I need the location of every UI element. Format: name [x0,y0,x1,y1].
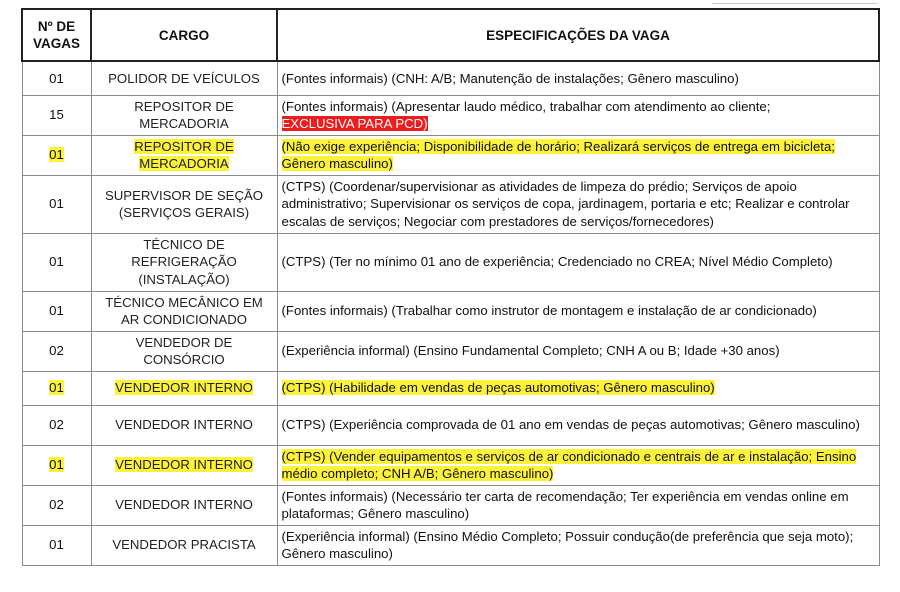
cargo-value: TÉCNICO MECÂNICO EM AR CONDICIONADO [105,294,263,327]
spec-value: (Experiência informal) (Ensino Fundamental Completo; CNH A ou B; Idade +30 anos) [281,343,780,359]
spec-value: (Experiência informal) (Ensino Médio Completo; Possuir condução(de preferência que seja moto); Gênero masculino) [281,528,854,561]
table-row [22,135,879,175]
table-body [22,61,879,565]
table-row [22,331,879,371]
job-vacancies-table [21,8,880,566]
cargo-value: VENDEDOR INTERNO [115,497,253,513]
vagas-value: 01 [49,70,64,86]
spec-value: (Fontes informais) (CNH: A/B; Manutenção de instalações; Gênero masculino) [281,70,739,86]
cargo-value: VENDEDOR PRACISTA [112,537,256,553]
spec-value: (CTPS) (Ter no mínimo 01 ano de experiência; Credenciado no CREA; Nível Médio Completo) [281,254,833,270]
cargo-value: VENDEDOR INTERNO [115,457,253,473]
vagas-value: 02 [49,417,64,433]
vagas-cell [22,485,91,525]
spec-value: (CTPS) (Experiência comprovada de 01 ano em vendas de peças automotivas; Gênero masculino) [281,417,860,433]
spec-cell [277,525,879,565]
cargo-value: POLIDOR DE VEÍCULOS [108,70,260,86]
table-row [22,445,879,485]
cargo-value: VENDEDOR INTERNO [115,380,253,396]
cargo-cell [91,291,277,331]
vagas-cell [22,233,91,291]
cargo-value: REPOSITOR DE MERCADORIA [134,98,234,131]
header-vagas: Nº DE VAGAS [22,9,91,61]
vagas-cell [22,371,91,405]
spec-cell [277,61,879,95]
vagas-cell [22,95,91,135]
spec-cell [277,175,879,233]
spec-cell [277,445,879,485]
spec-value: (Fontes informais) (Apresentar laudo médico, trabalhar com atendimento ao cliente; [281,98,771,114]
vagas-value: 02 [49,343,64,359]
vagas-value: 01 [49,147,64,163]
spec-value: (Fontes informais) (Trabalhar como instrutor de montagem e instalação de ar condicionado) [281,303,817,319]
table-row [22,175,879,233]
spec-cell [277,371,879,405]
vagas-value: 01 [49,380,64,396]
cargo-cell [91,61,277,95]
cargo-value: SUPERVISOR DE SEÇÃO (SERVIÇOS GERAIS) [104,187,264,220]
cargo-cell [91,175,277,233]
vagas-value: 01 [49,537,64,553]
spec-cell [277,95,879,135]
vagas-value: 01 [49,303,64,319]
vagas-cell [22,445,91,485]
vagas-value: 01 [49,457,64,473]
vagas-cell [22,405,91,445]
spec-cell [277,291,879,331]
cargo-cell [91,445,277,485]
vagas-cell [22,135,91,175]
vagas-cell [22,61,91,95]
cargo-value: VENDEDOR INTERNO [115,417,253,433]
cargo-cell [91,233,277,291]
vagas-cell [22,525,91,565]
vagas-value: 15 [49,107,64,123]
table-row [22,525,879,565]
table-row [22,95,879,135]
table-row [22,405,879,445]
spec-cell [277,331,879,371]
spec-value: (CTPS) (Habilidade em vendas de peças automotivas; Gênero masculino) [281,380,715,396]
vagas-cell [22,175,91,233]
spec-value: (Não exige experiência; Disponibilidade de horário; Realizará serviços de entrega em bicicleta; Gênero masculino) [281,138,835,171]
spec-value: (Fontes informais) (Necessário ter carta de recomendação; Ter experiência em vendas online em plataformas; Gênero masculino) [281,488,849,521]
cargo-cell [91,525,277,565]
cargo-cell [91,405,277,445]
header-cargo: CARGO [91,9,277,61]
table-row [22,485,879,525]
vagas-cell [22,331,91,371]
cargo-cell [91,331,277,371]
table-row [22,371,879,405]
table-row [22,291,879,331]
table-header [22,9,879,61]
vagas-value: 01 [49,196,64,212]
spec-cell [277,135,879,175]
spec-value: (CTPS) (Coordenar/supervisionar as atividades de limpeza do prédio; Serviços de apoio administrativo; Supervisionar os serviços de copa, jardinagem, portaria e etc; Realizar e controlar escalas de serviços; Negociar com prestadores de serviços/fornecedores) [281,178,850,229]
exclusive-pcd-badge: EXCLUSIVA PARA PCD) [281,116,428,131]
header-spec: ESPECIFICAÇÕES DA VAGA [277,9,879,61]
vagas-value: 02 [49,497,64,513]
spec-value: (CTPS) (Vender equipamentos e serviços de ar condicionado e centrais de ar e instalação; Ensino médio completo; CNH A/B; Gênero masculino) [281,448,857,481]
vagas-value: 01 [49,254,64,270]
cargo-value: TÉCNICO DE REFRIGERAÇÃO (INSTALAÇÃO) [131,236,237,287]
spec-cell [277,233,879,291]
cargo-cell [91,95,277,135]
table-row [22,61,879,95]
cargo-cell [91,485,277,525]
vagas-cell [22,291,91,331]
cargo-cell [91,135,277,175]
cargo-value: VENDEDOR DE CONSÓRCIO [135,334,233,367]
spec-cell [277,485,879,525]
spec-cell [277,405,879,445]
top-border-fragment [712,0,877,4]
table-row [22,233,879,291]
cargo-value: REPOSITOR DE MERCADORIA [134,138,234,171]
cargo-cell [91,371,277,405]
